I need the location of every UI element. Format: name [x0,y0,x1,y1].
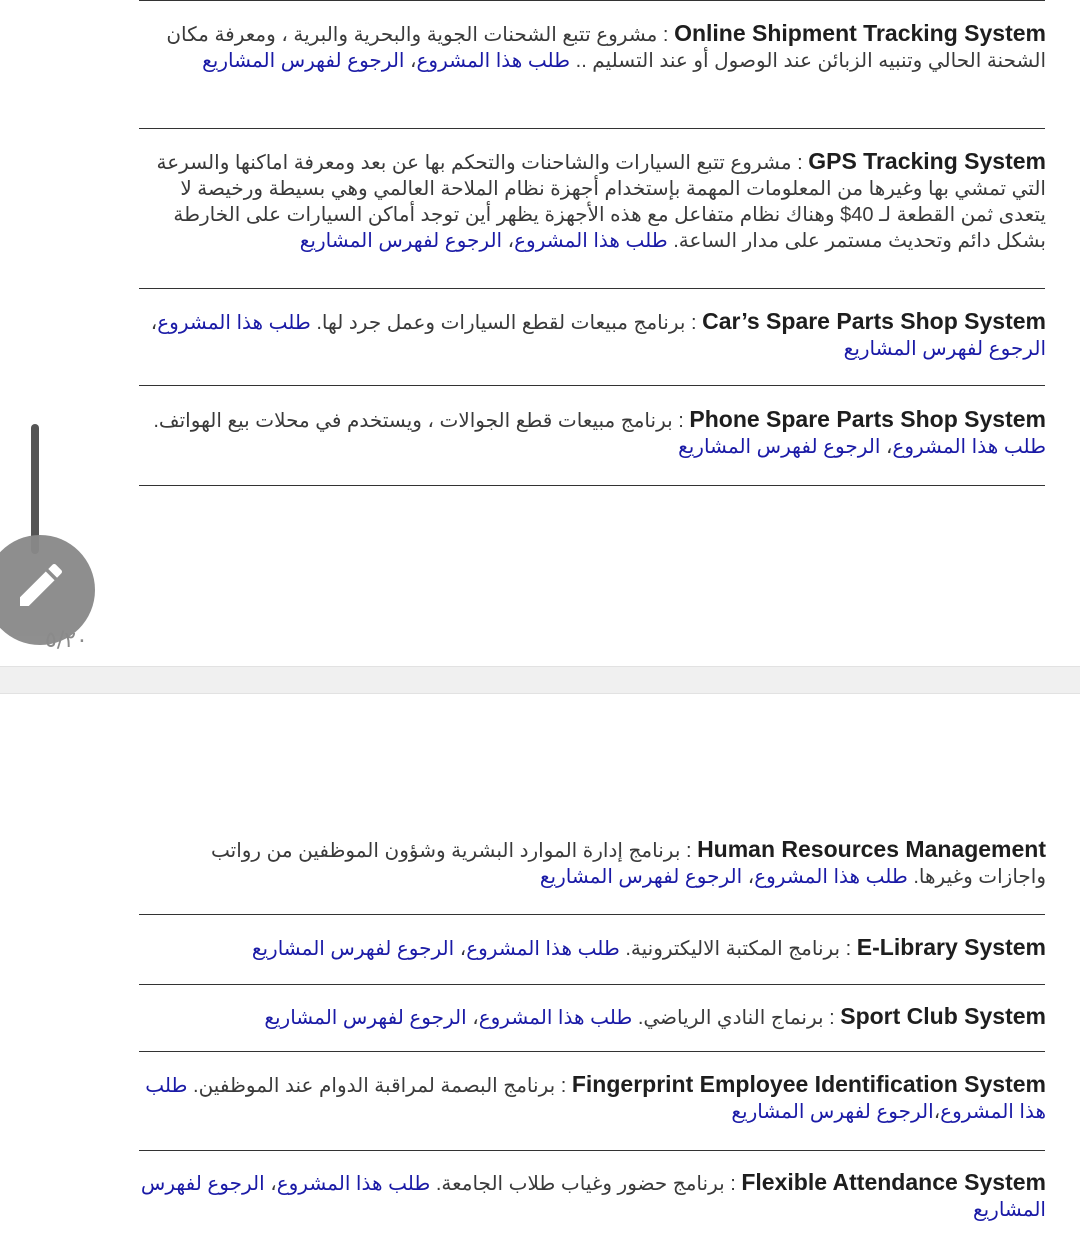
separator: ، [264,1173,277,1195]
project-title: Fingerprint Employee Identification System [571,1071,1046,1097]
divider [139,1051,1045,1052]
separator: ، [466,1007,479,1029]
order-project-link[interactable]: طلب هذا المشروع [157,312,311,334]
back-to-index-link[interactable]: الرجوع لفهرس المشاريع [299,230,503,252]
project-entry-gps-tracking [140,148,1046,254]
order-project-link[interactable]: طلب هذا المشروع [892,436,1046,458]
order-project-link[interactable]: طلب هذا المشروع [145,1075,1046,1123]
order-project-link[interactable]: طلب هذا المشروع [478,1007,633,1029]
project-description: : برنامج حضور وغياب طلاب الجامعة. [430,1173,742,1195]
separator: ، [454,938,467,960]
divider [139,385,1045,386]
separator: ، [933,1101,941,1123]
project-title: Sport Club System [840,1003,1046,1029]
project-entry-fingerprint [140,1071,1046,1125]
order-project-link[interactable]: طلب هذا المشروع [754,866,908,888]
divider [139,914,1045,915]
project-description: : برنامج المكتبة الاليكترونية. [619,938,857,960]
project-entry-e-library [140,934,1046,962]
divider [139,128,1045,129]
project-entry-car-parts [140,308,1046,362]
project-description: : مشروع تتبع الشحنات الجوية والبحرية والبرية ، ومعرفة مكان الشحنة الحالي وتنبيه الزبائن عند الوصول أو عند التسليم .. [166,24,1046,72]
project-description: : برنامج مبيعات لقطع السيارات وعمل جرد لها. [310,312,703,334]
document-page-2 [0,694,1080,1256]
back-to-index-link[interactable]: الرجوع لفهرس المشاريع [731,1101,934,1123]
project-title: Human Resources Management [697,836,1046,862]
divider [139,0,1045,1]
back-to-index-link[interactable]: الرجوع لفهرس المشاريع [264,1007,467,1029]
order-project-link[interactable]: طلب هذا المشروع [466,938,620,960]
project-entry-flexible-attendance [140,1169,1046,1223]
order-project-link[interactable]: طلب هذا المشروع [416,50,571,72]
project-entry-sport-club [140,1003,1046,1031]
divider [139,1150,1045,1151]
project-title: GPS Tracking System [808,148,1046,174]
separator: ، [404,50,417,72]
divider [139,984,1045,985]
project-entry-phone-parts [140,406,1046,460]
back-to-index-link[interactable]: الرجوع لفهرس المشاريع [539,866,743,888]
project-title: Online Shipment Tracking System [674,20,1046,46]
back-to-index-link[interactable]: الرجوع لفهرس المشاريع [251,938,455,960]
page-separator [0,666,1080,694]
order-project-link[interactable]: طلب هذا المشروع [514,230,668,252]
page-indicator: ٥/٢٠ [45,628,88,653]
separator: ، [880,436,893,458]
divider [139,485,1045,486]
project-entry-shipment-tracking [140,20,1046,74]
separator: ، [502,230,515,252]
project-description: : برنامج إدارة الموارد البشرية وشؤون الموظفين من رواتب واجازات وغيرها. [210,840,1046,888]
order-project-link[interactable]: طلب هذا المشروع [276,1173,431,1195]
project-description: : برنامج مبيعات قطع الجوالات ، ويستخدم في محلات بيع الهواتف. [153,410,690,432]
project-description: : برنماج النادي الرياضي. [632,1007,841,1029]
project-title: Phone Spare Parts Shop System [689,406,1046,432]
project-title: Flexible Attendance System [741,1169,1046,1195]
separator: ، [150,312,158,334]
back-to-index-link[interactable]: الرجوع لفهرس المشاريع [678,436,881,458]
back-to-index-link[interactable]: الرجوع لفهرس المشاريع [202,50,405,72]
back-to-index-link[interactable]: الرجوع لفهرس المشاريع [140,1173,1046,1221]
project-entry-hr-management [140,836,1046,890]
divider [139,288,1045,289]
project-title: Car’s Spare Parts Shop System [702,308,1046,334]
back-to-index-link[interactable]: الرجوع لفهرس المشاريع [843,338,1046,360]
project-title: E-Library System [856,934,1046,960]
pencil-icon [13,557,69,613]
project-description: : برنامج البصمة لمراقبة الدوام عند الموظفين. [187,1075,572,1097]
project-description: : مشروع تتبع السيارات والشاحنات والتحكم بها عن بعد ومعرفة اماكنها والسرعة التي تمشي بها وغيرها من المعلومات المهمة بإستخدام أجهزة نظام الملاحة العالمي وهي بسيطة ورخيصة لا يتعدى ثمن القطعة لـ 40$ وهناك نظام متفاعل مع هذه الأجهزة يظهر أين توجد أماكن السيارات على الخارطة بشكل دائم وتحديث مستمر على مدار الساعة. [156,152,1046,252]
separator: ، [742,866,755,888]
